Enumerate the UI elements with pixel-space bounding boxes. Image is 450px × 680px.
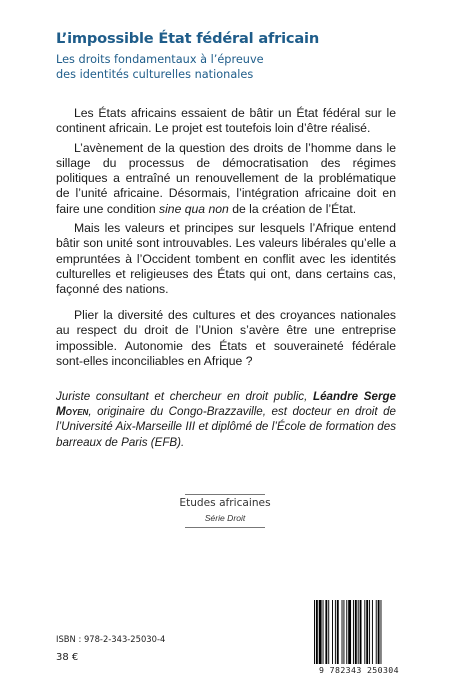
author-bio [56, 389, 396, 450]
paragraph-2-latin: sine qua non [159, 201, 229, 216]
series-bottom-rule [185, 527, 265, 528]
isbn: ISBN : 978-2-343-25030-4 [56, 634, 166, 644]
bio-end: , originaire du Congo-Brazzaville, est docteur en droit de l’Université Aix-Marseille III et diplômé de l’École de formation des barreaux de Paris (EFB). [56, 405, 396, 449]
series-top-rule [185, 494, 265, 495]
book-subtitle [56, 52, 396, 82]
paragraph-4: Plier la diversité des cultures et des croyances nationales au respect du droit de l’Union s’avère être une entreprise impossible. Autonomie des États et souveraineté fédérale sont-elles inconciliables en Afrique ? [56, 308, 396, 368]
series-subname: Série Droit [204, 513, 246, 523]
paragraph-2 [56, 141, 396, 217]
blurb-main [56, 106, 396, 302]
blurb-question [56, 308, 396, 373]
barcode-icon [312, 596, 404, 674]
paragraph-2-end: de la création de l’État. [228, 201, 357, 216]
author-first-names: Léandre Serge [313, 390, 397, 403]
book-title: L’impossible État fédéral africain [56, 30, 320, 47]
paragraph-1: Les États africains essaient de bâtir un État fédéral sur le continent africain. Le projet est toutefois loin d’être réalisé. [56, 106, 396, 136]
subtitle-line-2: des identités culturelles nationales [56, 68, 254, 81]
barcode-number: 9 782343 250304 [319, 665, 399, 675]
paragraph-2-start: L’avènement de la question des droits de l’homme dans le sillage du processus de démocratisation des régimes politiques a entraîné un renouvellement de la problématique de l’unité africaine. Désormais, l’intégration africaine doit en faire une condition [56, 140, 396, 216]
paragraph-3: Mais les valeurs et principes sur lesquels l’Afrique entend bâtir son unité sont introuvables. Les valeurs libérales qu’elle a empruntées à l’Occident tombent en conflit avec les identités culturelles et religieuses des États qui ont, dans certains cas, façonné des nations. [56, 221, 396, 297]
author-last-name: Moyen [56, 405, 89, 419]
bio-start: Juriste consultant et chercheur en droit public, [56, 390, 313, 403]
subtitle-line-1: Les droits fondamentaux à l’épreuve [56, 53, 264, 66]
series-name: Etudes africaines [179, 497, 271, 509]
price: 38 € [56, 652, 79, 663]
